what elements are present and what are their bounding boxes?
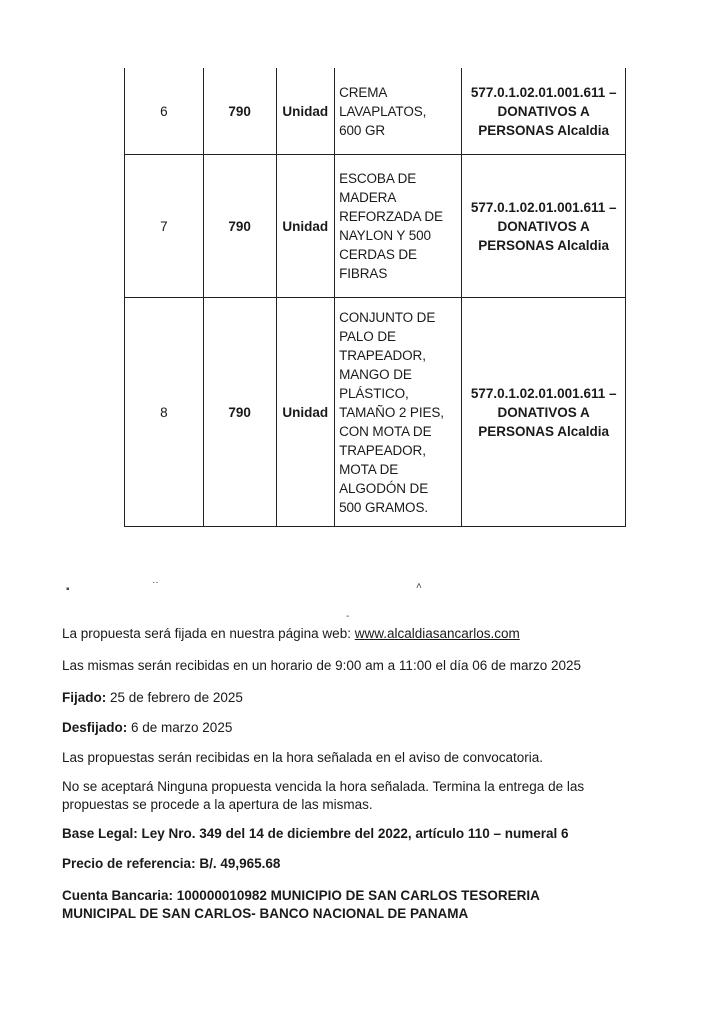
item-description: CONJUNTO DE PALO DE TRAPEADOR, MANGO DE PLÁSTICO, TAMAÑO 2 PIES, CON MOTA DE TRAPEADOR, MOTA DE ALGODÓN DE 500 GRAMOS. <box>335 298 462 527</box>
publish-line: La propuesta será fijada en nuestra página web: www.alcaldiasancarlos.com <box>62 626 520 641</box>
item-account: 577.0.1.02.01.001.611 – DONATIVOS A PERSONAS Alcaldia <box>462 68 626 155</box>
table-row <box>125 298 626 527</box>
scan-speck: ˄ <box>416 581 422 592</box>
item-number: 6 <box>125 68 204 155</box>
fijado-label: Fijado: <box>62 690 107 705</box>
scan-speck: ·· <box>152 577 159 588</box>
precio-line: Precio de referencia: B/. 49,965.68 <box>62 856 281 871</box>
received-line: Las propuestas serán recibidas en la hora señalada en el aviso de convocatoria. <box>62 750 544 765</box>
item-quantity: 790 <box>203 155 276 298</box>
website-link[interactable]: www.alcaldiasancarlos.com <box>354 626 520 641</box>
item-number: 8 <box>125 298 204 527</box>
item-account: 577.0.1.02.01.001.611 – DONATIVOS A PERSONAS Alcaldia <box>462 298 626 527</box>
item-unit: Unidad <box>276 298 335 527</box>
table-row <box>125 155 626 298</box>
item-quantity: 790 <box>203 68 276 155</box>
base-legal-line: Base Legal: Ley Nro. 349 del 14 de diciembre del 2022, artículo 110 – numeral 6 <box>62 826 569 841</box>
item-quantity: 790 <box>203 298 276 527</box>
scan-speck: - <box>346 611 350 622</box>
item-unit: Unidad <box>276 155 335 298</box>
cuenta-line-1: Cuenta Bancaria: 100000010982 MUNICIPIO DE SAN CARLOS TESORERIA <box>62 888 540 903</box>
item-description: CREMA LAVAPLATOS, 600 GR <box>335 68 462 155</box>
table-row <box>125 68 626 155</box>
item-account: 577.0.1.02.01.001.611 – DONATIVOS A PERSONAS Alcaldia <box>462 155 626 298</box>
desfijado-label: Desfijado: <box>62 720 128 735</box>
items-table <box>124 68 626 527</box>
no-accept-line: No se aceptará Ninguna propuesta vencida la hora señalada. Termina la entrega de las propuestas se procede a la apertura de las mismas. <box>62 779 585 812</box>
item-unit: Unidad <box>276 68 335 155</box>
fijado-value: 25 de febrero de 2025 <box>106 690 243 705</box>
fijado-line <box>62 690 243 705</box>
cuenta-line-2: MUNICIPAL DE SAN CARLOS- BANCO NACIONAL DE PANAMA <box>62 906 469 921</box>
schedule-line: Las mismas serán recibidas en un horario de 9:00 am a 11:00 el día 06 de marzo 2025 <box>62 658 582 673</box>
desfijado-value: 6 de marzo 2025 <box>127 720 233 735</box>
desfijado-line <box>62 720 232 735</box>
scan-speck: ▪ <box>66 584 70 595</box>
item-number: 7 <box>125 155 204 298</box>
item-description: ESCOBA DE MADERA REFORZADA DE NAYLON Y 500 CERDAS DE FIBRAS <box>335 155 462 298</box>
